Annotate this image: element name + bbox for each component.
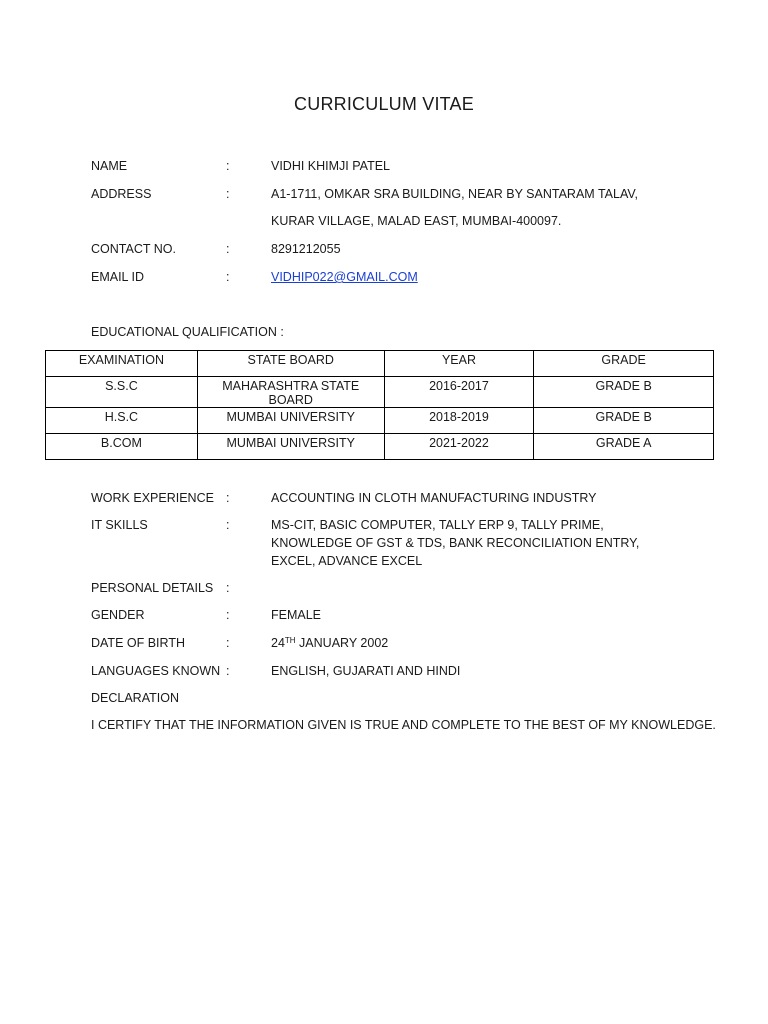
gender-colon: :	[226, 608, 230, 622]
table-cell: GRADE B	[534, 377, 714, 408]
dob-suffix: TH	[284, 636, 296, 645]
header-cell: STATE BOARD	[197, 351, 384, 377]
skills-line1: MS-CIT, BASIC COMPUTER, TALLY ERP 9, TALLY PRIME,	[271, 518, 604, 532]
header-cell: YEAR	[384, 351, 534, 377]
table-cell: MAHARASHTRA STATE BOARD	[197, 377, 384, 408]
table-cell: 2016-2017	[384, 377, 534, 408]
dob-colon: :	[226, 636, 230, 650]
skills-line2: KNOWLEDGE OF GST & TDS, BANK RECONCILIATION ENTRY,	[271, 536, 640, 550]
contact-colon: :	[226, 242, 230, 256]
table-cell: GRADE A	[534, 434, 714, 460]
email-colon: :	[226, 270, 230, 284]
table-cell: H.S.C	[46, 408, 198, 434]
skills-label: IT SKILLS	[91, 518, 148, 532]
table-row	[46, 434, 714, 460]
declaration-heading: DECLARATION	[91, 691, 179, 705]
dob-rest: JANUARY 2002	[295, 636, 389, 650]
name-colon: :	[226, 159, 230, 173]
personal-details-colon: :	[226, 581, 230, 595]
address-line1: A1-1711, OMKAR SRA BUILDING, NEAR BY SANTARAM TALAV,	[271, 187, 639, 201]
education-table	[45, 350, 714, 460]
email-link[interactable]: VIDHIP022@GMAIL.COM	[271, 270, 418, 284]
name-label: NAME	[91, 159, 128, 173]
table-cell: B.COM	[46, 434, 198, 460]
contact-label: CONTACT NO.	[91, 242, 176, 256]
experience-value: ACCOUNTING IN CLOTH MANUFACTURING INDUSTRY	[271, 491, 597, 505]
email-label: EMAIL ID	[91, 270, 145, 284]
page-title: CURRICULUM VITAE	[294, 94, 474, 114]
gender-label: GENDER	[91, 608, 145, 622]
address-label: ADDRESS	[91, 187, 152, 201]
header-cell: GRADE	[534, 351, 714, 377]
dob-day: 24	[271, 636, 285, 650]
languages-value: ENGLISH, GUJARATI AND HINDI	[271, 664, 461, 678]
table-row	[46, 377, 714, 408]
dob-label: DATE OF BIRTH	[91, 636, 185, 650]
table-cell: S.S.C	[46, 377, 198, 408]
skills-colon: :	[226, 518, 230, 532]
contact-value: 8291212055	[271, 242, 341, 256]
address-colon: :	[226, 187, 230, 201]
table-row	[46, 408, 714, 434]
skills-line3: EXCEL, ADVANCE EXCEL	[271, 554, 423, 568]
table-header-row	[46, 351, 714, 377]
table-cell: MUMBAI UNIVERSITY	[197, 408, 384, 434]
header-cell: EXAMINATION	[46, 351, 198, 377]
experience-label: WORK EXPERIENCE	[91, 491, 214, 505]
languages-label: LANGUAGES KNOWN	[91, 664, 221, 678]
address-line2: KURAR VILLAGE, MALAD EAST, MUMBAI-400097.	[271, 214, 562, 228]
table-cell: GRADE B	[534, 408, 714, 434]
table-cell: 2021-2022	[384, 434, 534, 460]
dob-value	[271, 635, 388, 651]
table-cell: 2018-2019	[384, 408, 534, 434]
table-cell: MUMBAI UNIVERSITY	[197, 434, 384, 460]
education-heading: EDUCATIONAL QUALIFICATION :	[91, 325, 284, 339]
name-value: VIDHI KHIMJI PATEL	[271, 159, 391, 173]
declaration-text: I CERTIFY THAT THE INFORMATION GIVEN IS TRUE AND COMPLETE TO THE BEST OF MY KNOWLEDGE.	[91, 718, 716, 732]
experience-colon: :	[226, 491, 230, 505]
languages-colon: :	[226, 664, 230, 678]
personal-details-heading: PERSONAL DETAILS	[91, 581, 214, 595]
gender-value: FEMALE	[271, 608, 322, 622]
